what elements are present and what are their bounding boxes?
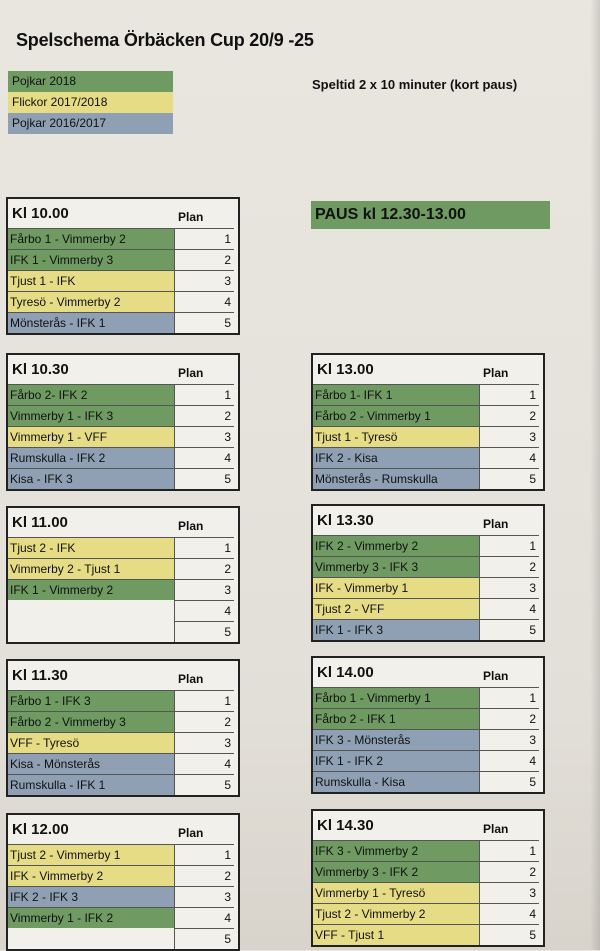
time-slot-label: Kl 14.30 (317, 817, 374, 834)
block-header (313, 506, 543, 535)
empty-match-cell (8, 621, 174, 642)
pitch-number-cell: 4 (174, 753, 234, 774)
time-block (6, 506, 240, 644)
pitch-number-cell: 2 (174, 711, 234, 732)
match-row (313, 771, 543, 792)
match-cell: IFK - Vimmerby 2 (8, 865, 174, 886)
plan-header: Plan (178, 826, 204, 840)
match-row (313, 447, 543, 468)
pitch-number-cell: 3 (479, 577, 539, 598)
match-row (8, 384, 238, 405)
match-cell: Tjust 2 - VFF (313, 598, 479, 619)
match-row (313, 619, 543, 640)
pitch-number-cell: 2 (174, 865, 234, 886)
match-row (8, 928, 238, 949)
time-slot-label: Kl 10.00 (12, 205, 69, 222)
match-cell: Rumskulla - IFK 2 (8, 447, 174, 468)
block-header (313, 811, 543, 840)
pitch-number-cell: 2 (174, 558, 234, 579)
block-header (313, 658, 543, 687)
match-cell: IFK 2 - Kisa (313, 447, 479, 468)
pitch-number-cell: 1 (174, 384, 234, 405)
pitch-number-cell: 5 (479, 619, 539, 640)
match-row (8, 312, 238, 333)
pitch-number-cell: 1 (174, 844, 234, 865)
pitch-number-cell: 3 (479, 426, 539, 447)
match-cell: Rumskulla - Kisa (313, 771, 479, 792)
match-row (8, 228, 238, 249)
time-block (311, 353, 545, 491)
match-row (313, 882, 543, 903)
pitch-number-cell: 3 (479, 882, 539, 903)
paper-edge (590, 0, 600, 950)
match-cell: IFK 1 - IFK 3 (313, 619, 479, 640)
match-cell: Fårbo 1 - IFK 3 (8, 690, 174, 711)
break-banner: PAUS kl 12.30-13.00 (311, 201, 550, 229)
block-header (8, 199, 238, 228)
pitch-number-cell: 4 (174, 600, 234, 621)
pitch-number-cell: 5 (479, 468, 539, 489)
match-row (8, 886, 238, 907)
match-cell: Vimmerby 1 - IFK 3 (8, 405, 174, 426)
time-slot-label: Kl 13.30 (317, 512, 374, 529)
pitch-number-cell: 4 (479, 750, 539, 771)
match-row (8, 844, 238, 865)
plan-header: Plan (178, 519, 204, 533)
pitch-number-cell: 2 (479, 556, 539, 577)
match-cell: IFK 2 - IFK 3 (8, 886, 174, 907)
time-slot-label: Kl 13.00 (317, 361, 374, 378)
match-row (8, 537, 238, 558)
match-cell: Vimmerby 2 - Tjust 1 (8, 558, 174, 579)
match-row (8, 753, 238, 774)
pitch-number-cell: 5 (479, 924, 539, 945)
match-cell: Vimmerby 1 - IFK 2 (8, 907, 174, 928)
match-row (8, 468, 238, 489)
pitch-number-cell: 4 (479, 447, 539, 468)
match-row (8, 426, 238, 447)
match-row (8, 579, 238, 600)
pitch-number-cell: 2 (174, 249, 234, 270)
pitch-number-cell: 5 (174, 928, 234, 949)
pitch-number-cell: 5 (174, 468, 234, 489)
time-slot-label: Kl 10.30 (12, 361, 69, 378)
match-row (313, 729, 543, 750)
pitch-number-cell: 5 (174, 312, 234, 333)
match-cell: Fårbo 1- IFK 1 (313, 384, 479, 405)
legend-item-flickor-2017-2018: Flickor 2017/2018 (8, 92, 173, 113)
plan-header: Plan (483, 517, 509, 531)
match-row (8, 291, 238, 312)
match-row (8, 447, 238, 468)
match-row (313, 903, 543, 924)
match-cell: Vimmerby 1 - Tyresö (313, 882, 479, 903)
pitch-number-cell: 4 (174, 907, 234, 928)
match-cell: Kisa - IFK 3 (8, 468, 174, 489)
match-cell: IFK - Vimmerby 1 (313, 577, 479, 598)
match-cell: IFK 3 - Vimmerby 2 (313, 840, 479, 861)
pitch-number-cell: 2 (479, 708, 539, 729)
pitch-number-cell: 1 (479, 535, 539, 556)
pitch-number-cell: 2 (479, 861, 539, 882)
match-cell: Tyresö - Vimmerby 2 (8, 291, 174, 312)
match-cell: IFK 2 - Vimmerby 2 (313, 535, 479, 556)
match-row (8, 558, 238, 579)
block-header (8, 661, 238, 690)
match-cell: Fårbo 2 - Vimmerby 1 (313, 405, 479, 426)
match-row (313, 861, 543, 882)
match-row (8, 732, 238, 753)
match-row (313, 426, 543, 447)
match-row (8, 774, 238, 795)
match-cell: IFK 1 - IFK 2 (313, 750, 479, 771)
pitch-number-cell: 3 (479, 729, 539, 750)
match-cell: Fårbo 2 - Vimmerby 3 (8, 711, 174, 732)
match-row (313, 750, 543, 771)
match-cell: Fårbo 1 - Vimmerby 1 (313, 687, 479, 708)
match-row (313, 577, 543, 598)
match-cell: Tjust 1 - IFK (8, 270, 174, 291)
match-row (8, 405, 238, 426)
pitch-number-cell: 5 (174, 621, 234, 642)
time-block (311, 809, 545, 947)
page-title: Spelschema Örbäcken Cup 20/9 -25 (16, 30, 314, 50)
match-cell: Fårbo 2 - IFK 1 (313, 708, 479, 729)
block-header (8, 508, 238, 537)
block-header (313, 355, 543, 384)
match-cell: Vimmerby 3 - IFK 3 (313, 556, 479, 577)
time-block (311, 656, 545, 794)
pitch-number-cell: 1 (479, 840, 539, 861)
empty-match-cell (8, 600, 174, 621)
match-cell: Kisa - Mönsterås (8, 753, 174, 774)
match-cell: Tjust 2 - IFK (8, 537, 174, 558)
match-cell: Fårbo 1 - Vimmerby 2 (8, 228, 174, 249)
block-header (8, 815, 238, 844)
empty-match-cell (8, 928, 174, 949)
pitch-number-cell: 4 (479, 903, 539, 924)
match-row (313, 840, 543, 861)
match-row (313, 556, 543, 577)
plan-header: Plan (178, 366, 204, 380)
legend-item-pojkar-2016-2017: Pojkar 2016/2017 (8, 113, 173, 134)
pitch-number-cell: 2 (174, 405, 234, 426)
pitch-number-cell: 1 (174, 228, 234, 249)
pitch-number-cell: 3 (174, 732, 234, 753)
match-row (8, 621, 238, 642)
match-cell: Mönsterås - Rumskulla (313, 468, 479, 489)
pitch-number-cell: 1 (174, 690, 234, 711)
match-row (8, 690, 238, 711)
plan-header: Plan (483, 366, 509, 380)
color-legend (8, 71, 173, 134)
match-cell: Vimmerby 1 - VFF (8, 426, 174, 447)
plan-header: Plan (483, 669, 509, 683)
match-cell: Tjust 1 - Tyresö (313, 426, 479, 447)
time-block (6, 197, 240, 335)
time-slot-label: Kl 12.00 (12, 821, 69, 838)
pitch-number-cell: 2 (479, 405, 539, 426)
game-duration-note: Speltid 2 x 10 minuter (kort paus) (312, 77, 518, 92)
match-cell: Vimmerby 3 - IFK 2 (313, 861, 479, 882)
match-cell: Mönsterås - IFK 1 (8, 312, 174, 333)
pitch-number-cell: 3 (174, 426, 234, 447)
time-block (311, 504, 545, 642)
pitch-number-cell: 1 (174, 537, 234, 558)
match-row (313, 405, 543, 426)
match-row (313, 598, 543, 619)
pitch-number-cell: 4 (174, 291, 234, 312)
match-row (313, 535, 543, 556)
match-cell: IFK 1 - Vimmerby 3 (8, 249, 174, 270)
time-block (6, 353, 240, 491)
match-cell: Tjust 2 - Vimmerby 1 (8, 844, 174, 865)
plan-header: Plan (483, 822, 509, 836)
plan-header: Plan (178, 672, 204, 686)
plan-header: Plan (178, 210, 204, 224)
match-row (8, 865, 238, 886)
pitch-number-cell: 3 (174, 886, 234, 907)
match-row (313, 924, 543, 945)
match-row (8, 907, 238, 928)
match-cell: Tjust 2 - Vimmerby 2 (313, 903, 479, 924)
block-header (8, 355, 238, 384)
pitch-number-cell: 4 (174, 447, 234, 468)
time-block (6, 659, 240, 797)
time-slot-label: Kl 11.00 (12, 514, 68, 531)
match-row (8, 249, 238, 270)
match-row (313, 708, 543, 729)
match-cell: IFK 3 - Mönsterås (313, 729, 479, 750)
time-block (6, 813, 240, 951)
match-row (8, 600, 238, 621)
match-cell: IFK 1 - Vimmerby 2 (8, 579, 174, 600)
time-slot-label: Kl 14.00 (317, 664, 374, 681)
pitch-number-cell: 1 (479, 687, 539, 708)
pitch-number-cell: 1 (479, 384, 539, 405)
pitch-number-cell: 3 (174, 270, 234, 291)
pitch-number-cell: 5 (479, 771, 539, 792)
pitch-number-cell: 3 (174, 579, 234, 600)
match-row (313, 468, 543, 489)
match-row (8, 711, 238, 732)
match-cell: Fårbo 2- IFK 2 (8, 384, 174, 405)
match-row (313, 687, 543, 708)
pitch-number-cell: 4 (479, 598, 539, 619)
match-row (313, 384, 543, 405)
legend-item-pojkar-2018: Pojkar 2018 (8, 71, 173, 92)
match-cell: Rumskulla - IFK 1 (8, 774, 174, 795)
match-row (8, 270, 238, 291)
match-cell: VFF - Tjust 1 (313, 924, 479, 945)
pitch-number-cell: 5 (174, 774, 234, 795)
time-slot-label: Kl 11.30 (12, 667, 68, 684)
match-cell: VFF - Tyresö (8, 732, 174, 753)
